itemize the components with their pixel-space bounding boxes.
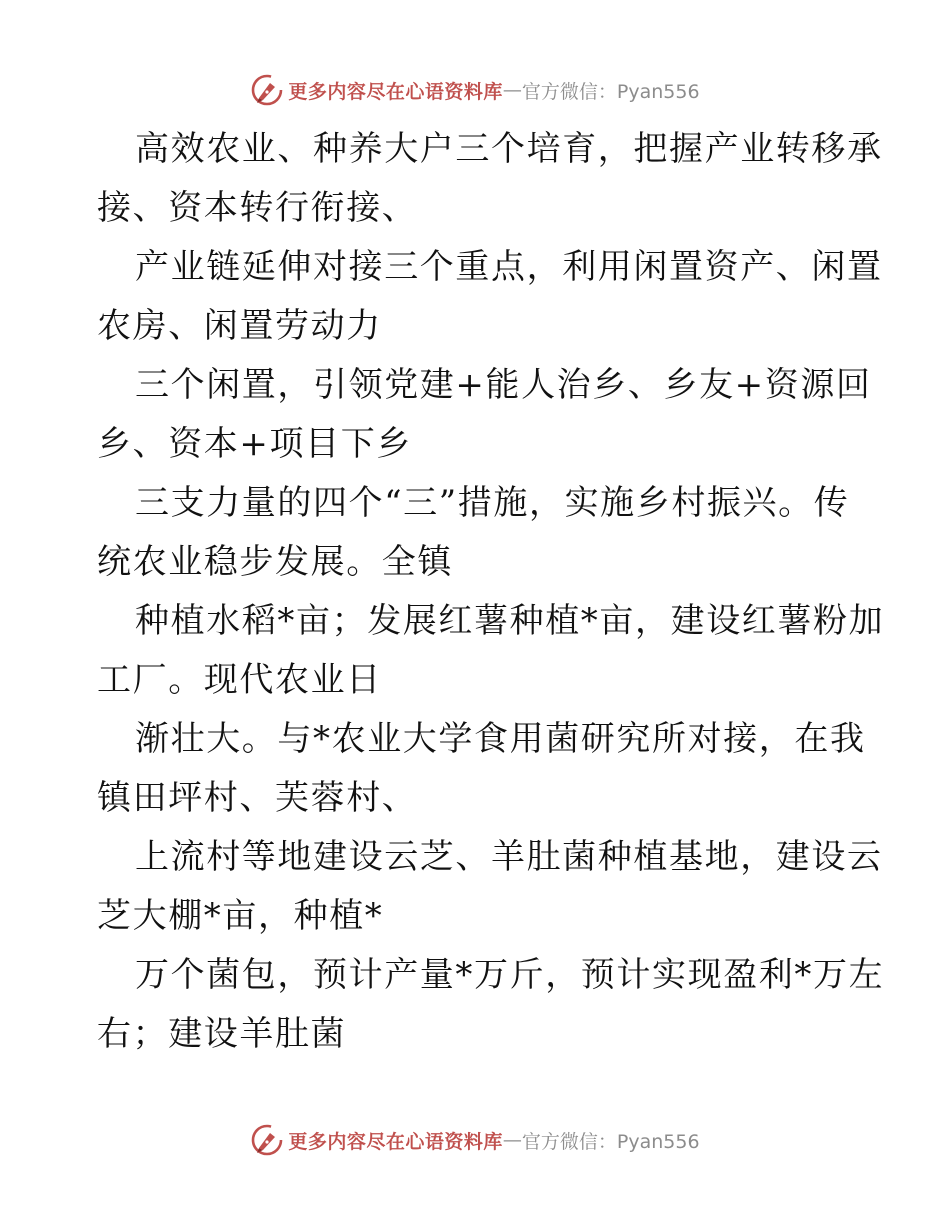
body-line: 高效农业、种养大户三个培育，把握产业转移承 <box>135 129 883 169</box>
body-line: 三支力量的四个“三”措施，实施乡村振兴。传 <box>135 483 850 523</box>
fountain-pen-nib-icon <box>250 73 284 107</box>
body-line: 芝大棚*亩，种植* <box>97 896 384 936</box>
fountain-pen-nib-icon <box>250 1123 284 1157</box>
body-line: 农房、闲置劳动力 <box>97 306 382 346</box>
watermark-brand: 更多内容尽在心语资料库 <box>288 80 503 103</box>
watermark-contact: 官方微信：Pyan556 <box>521 80 700 103</box>
watermark-separator: — <box>502 1129 522 1151</box>
footer-watermark <box>0 1120 950 1160</box>
watermark-brand: 更多内容尽在心语资料库 <box>288 1130 503 1153</box>
body-line: 统农业稳步发展。全镇 <box>97 542 453 582</box>
body-line: 工厂。现代农业日 <box>97 660 382 700</box>
body-line: 种植水稻*亩；发展红薯种植*亩，建设红薯粉加 <box>135 601 885 641</box>
watermark-separator: — <box>502 79 522 101</box>
document-body <box>97 120 885 1064</box>
body-line: 上流村等地建设云芝、羊肚菌种植基地，建设云 <box>135 837 883 877</box>
body-line: 接、资本转行衔接、 <box>97 188 418 228</box>
body-line: 乡、资本+项目下乡 <box>97 424 412 464</box>
body-line: 镇田坪村、芙蓉村、 <box>97 778 418 818</box>
body-line: 渐壮大。与*农业大学食用菌研究所对接，在我 <box>135 719 866 759</box>
watermark-contact: 官方微信：Pyan556 <box>521 1130 700 1153</box>
body-line: 产业链延伸对接三个重点，利用闲置资产、闲置 <box>135 247 883 287</box>
body-line: 右；建设羊肚菌 <box>97 1014 347 1054</box>
header-watermark <box>0 70 950 110</box>
body-line: 三个闲置，引领党建+能人治乡、乡友+资源回 <box>135 365 872 405</box>
body-line: 万个菌包，预计产量*万斤，预计实现盈利*万左 <box>135 955 885 995</box>
